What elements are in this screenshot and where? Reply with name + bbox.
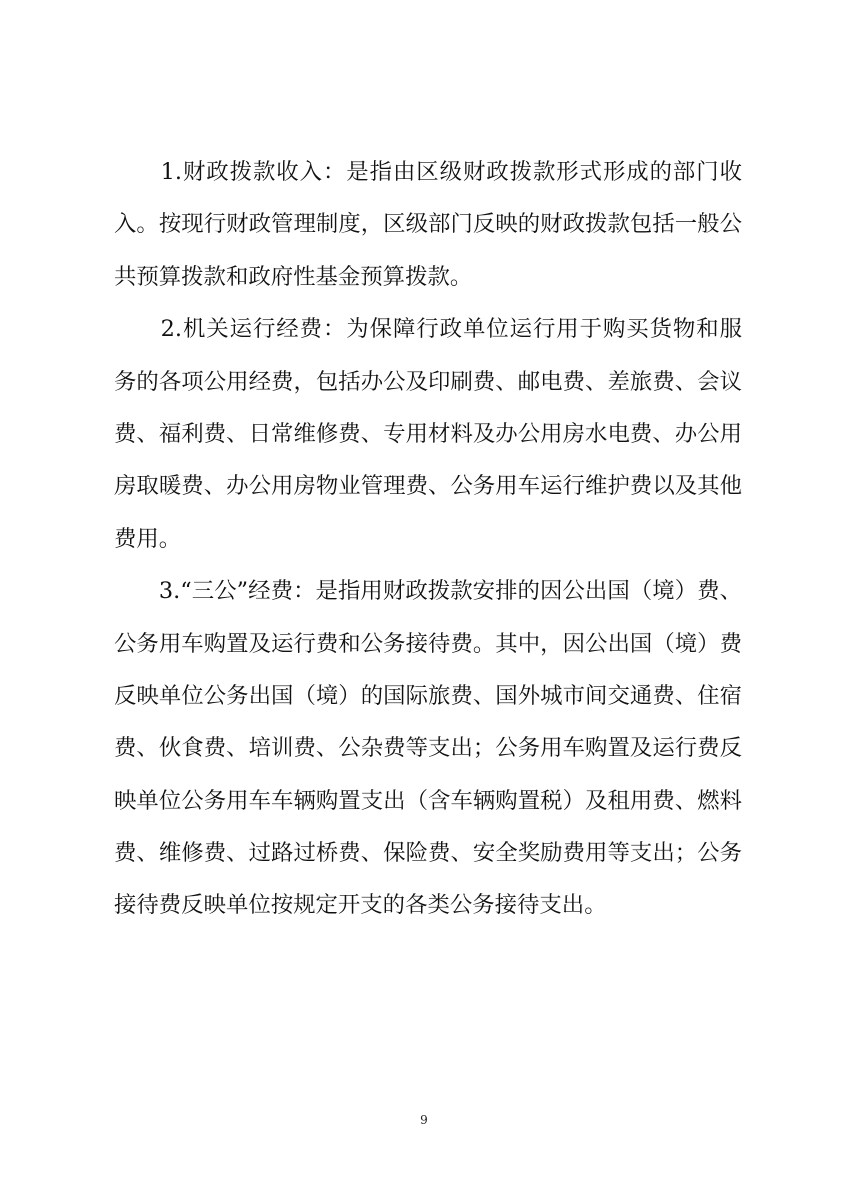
text-line: 反映单位公务出国（境）的国际旅费、国外城市间交通费、住宿 bbox=[114, 682, 742, 709]
text-line: 务的各项公用经费，包括办公及印刷费、邮电费、差旅费、会议 bbox=[114, 368, 742, 395]
text-line: 房取暖费、办公用房物业管理费、公务用车运行维护费以及其他 bbox=[114, 473, 742, 500]
text-line: 1.财政拨款收入：是指由区级财政拨款形式形成的部门收 bbox=[114, 159, 742, 185]
text-line: 共预算拨款和政府性基金预算拨款。 bbox=[114, 263, 473, 290]
document-body bbox=[114, 149, 742, 935]
paragraph-three-public-expenses bbox=[114, 568, 742, 935]
text-line: 映单位公务用车车辆购置支出（含车辆购置税）及租用费、燃料 bbox=[114, 787, 742, 814]
text-line: 接待费反映单位按规定开支的各类公务接待支出。 bbox=[114, 892, 607, 919]
text-line: 公务用车购置及运行费和公务接待费。其中，因公出国（境）费 bbox=[114, 630, 742, 657]
text-line: 费、福利费、日常维修费、专用材料及办公用房水电费、办公用 bbox=[114, 420, 742, 447]
paragraph-fiscal-appropriation-income bbox=[114, 149, 742, 306]
page-number: 9 bbox=[420, 1113, 428, 1127]
text-line: 费、维修费、过路过桥费、保险费、安全奖励费用等支出；公务 bbox=[114, 840, 742, 867]
paragraph-agency-operating-funds bbox=[114, 306, 742, 568]
text-line: 费、伙食费、培训费、公杂费等支出；公务用车购置及运行费反 bbox=[114, 735, 742, 762]
text-line: 入。按现行财政管理制度，区级部门反映的财政拨款包括一般公 bbox=[114, 211, 742, 238]
text-line: 3.“三公”经费：是指用财政拨款安排的因公出国（境）费、 bbox=[114, 578, 742, 605]
text-line: 费用。 bbox=[114, 525, 182, 552]
text-line: 2.机关运行经费：为保障行政单位运行用于购买货物和服 bbox=[114, 316, 742, 343]
